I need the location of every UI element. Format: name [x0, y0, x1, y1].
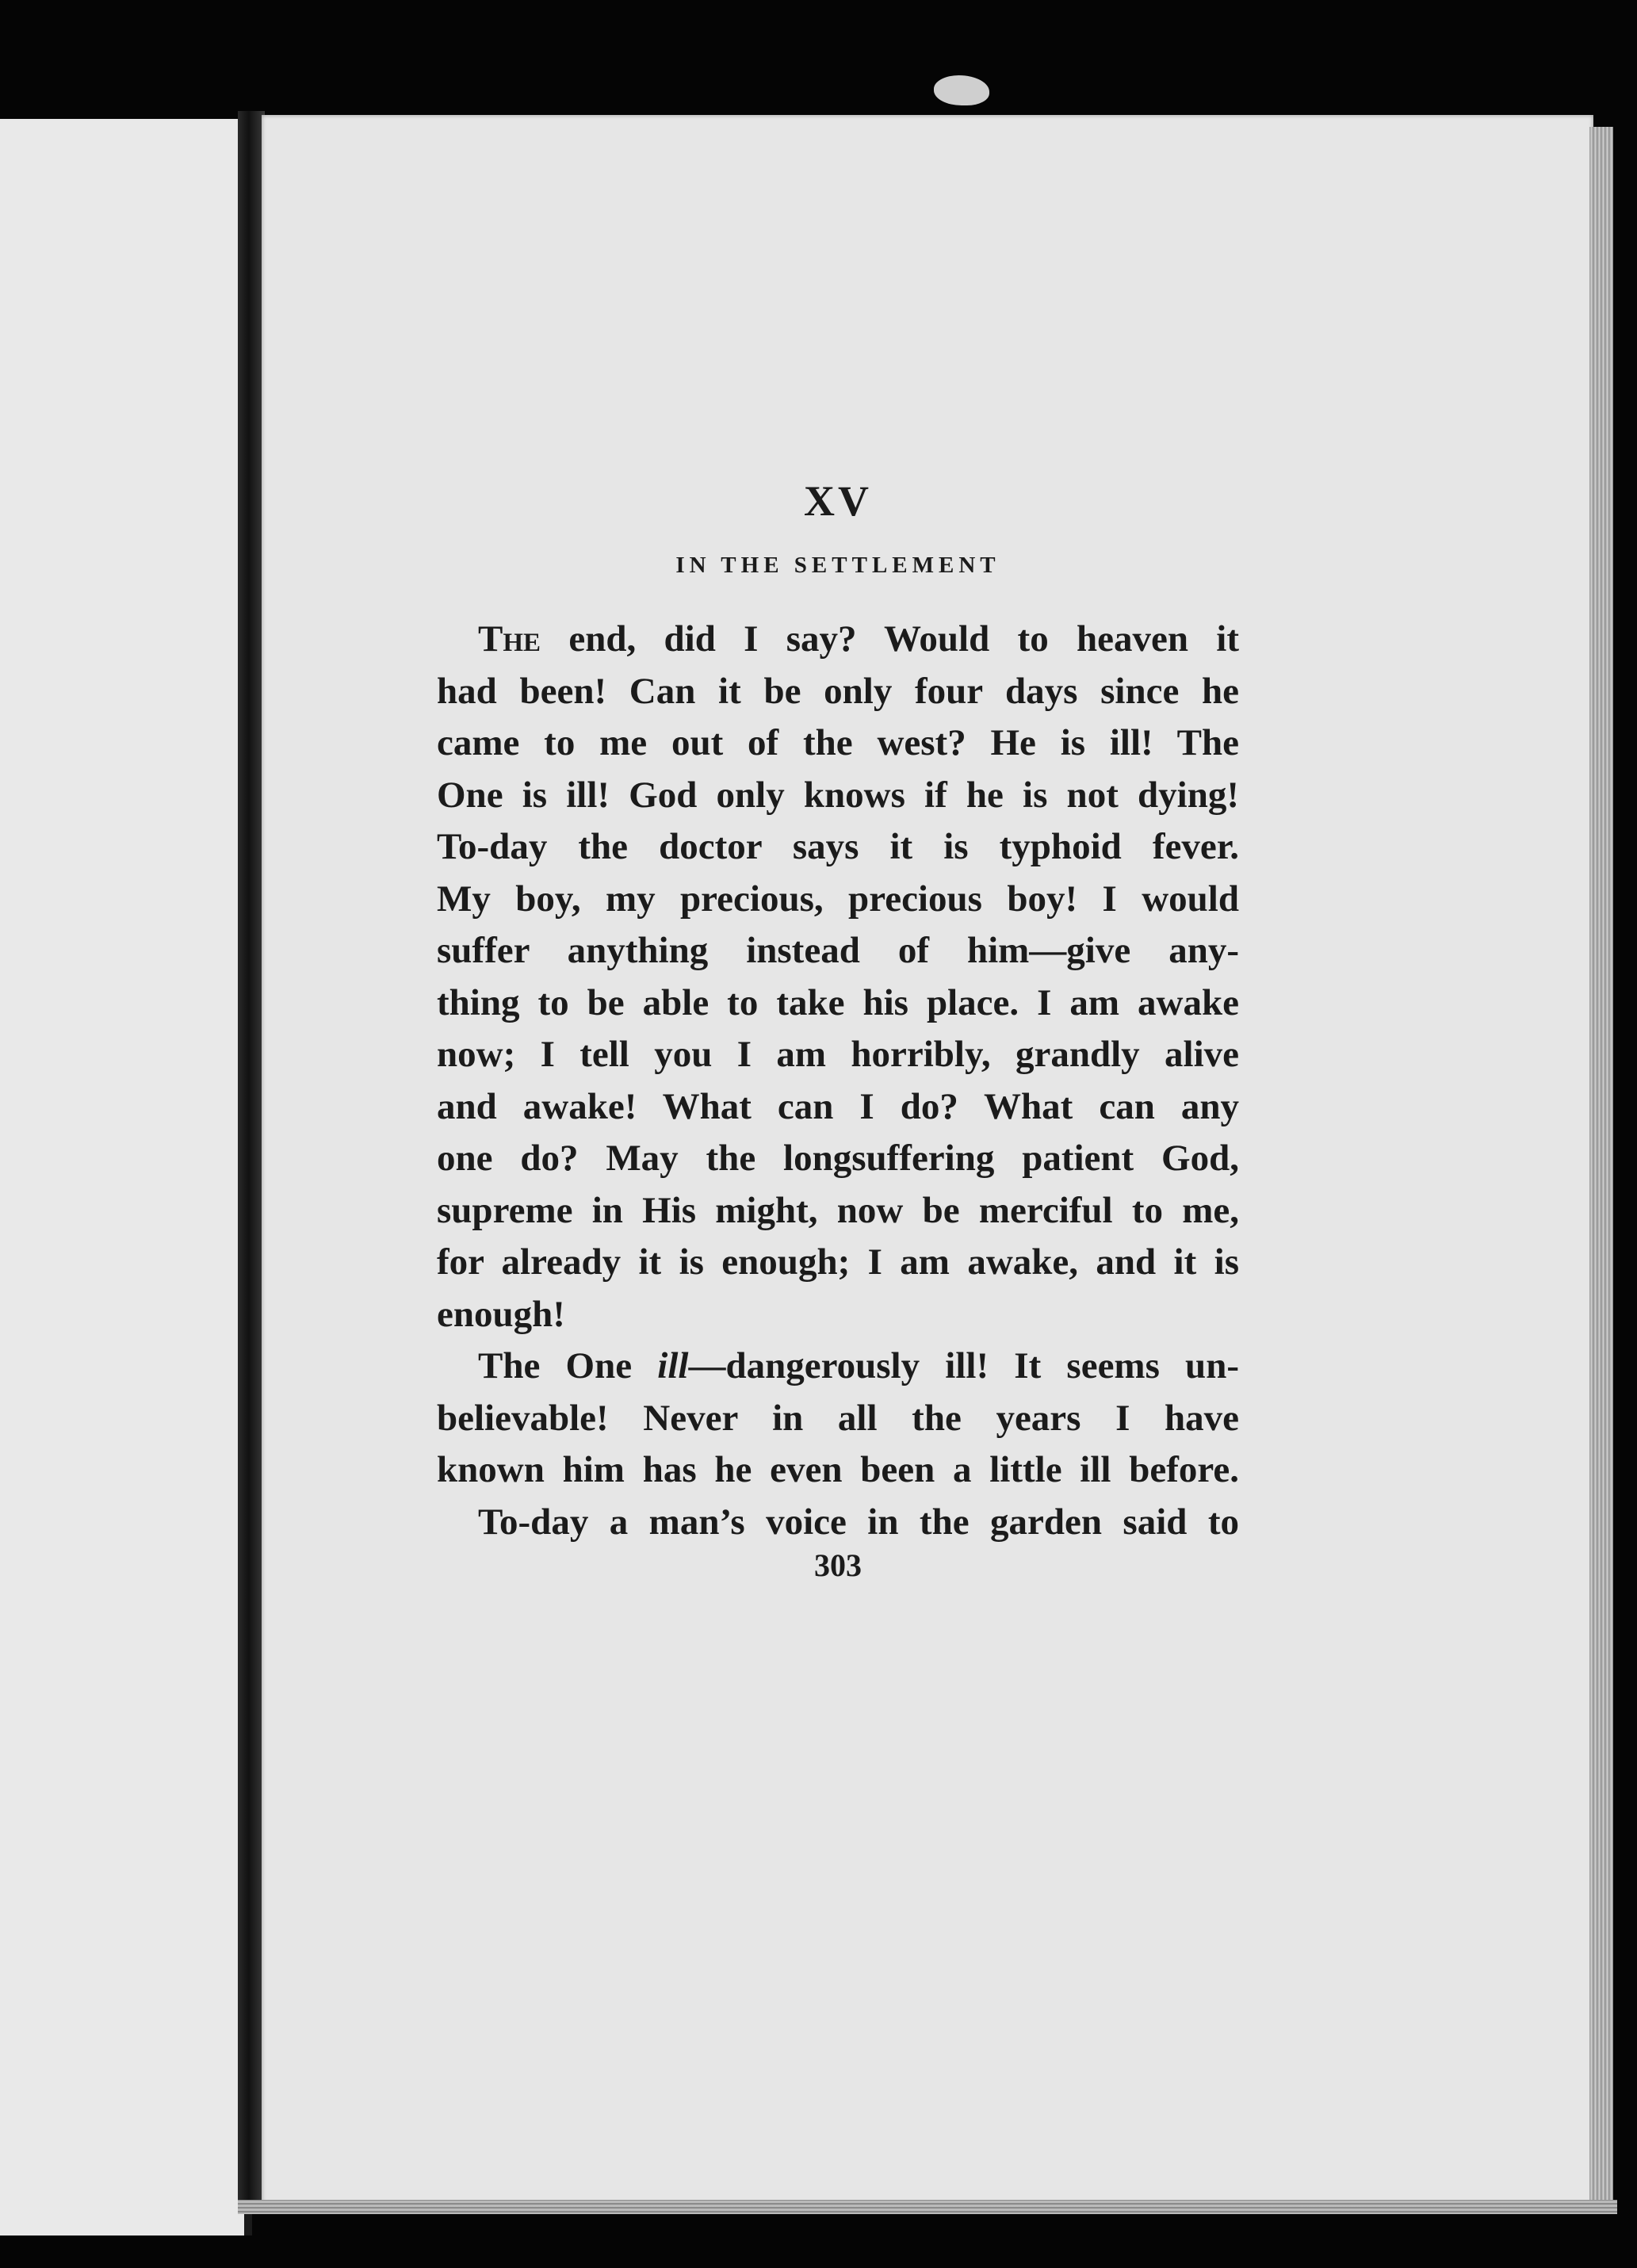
chapter-title: IN THE SETTLEMENT: [675, 553, 1000, 578]
left-page-blank: [0, 119, 252, 2235]
opening-word: The: [478, 618, 541, 660]
text-line: believable! Never in all the years I have: [437, 1397, 1239, 1439]
text-line: supreme in His might, now be merciful to me,: [437, 1189, 1239, 1231]
page-text-block: [437, 477, 1239, 1583]
page-edge-bottom: [238, 2200, 1617, 2214]
italic-word: ill: [657, 1345, 689, 1386]
text-line: [437, 1341, 1239, 1393]
page-number: 303: [814, 1547, 862, 1583]
book-gutter: [238, 111, 265, 2204]
text-line: for already it is enough; I am awake, and it is: [437, 1241, 1239, 1283]
page-edge-right: [1589, 127, 1613, 2204]
chapter-number: XV: [804, 477, 872, 525]
text-line: To-day the doctor says it is typhoid fever.: [437, 826, 1239, 867]
text-line: enough!: [437, 1293, 565, 1335]
text-line: one do? May the longsuffering patient God,: [437, 1138, 1239, 1179]
text-line-rest: end, did I say? Would to heaven it: [541, 618, 1239, 660]
text-line: To-day a man’s voice in the garden said to: [478, 1501, 1239, 1543]
top-scan-mark: [934, 75, 989, 105]
text-line: came to me out of the west? He is ill! The: [437, 722, 1239, 763]
body-text: [437, 614, 1239, 1548]
text-line: known him has he even been a little ill before.: [437, 1449, 1239, 1490]
text-line-pre: The One: [478, 1345, 658, 1386]
text-line-post: —dangerously ill! It seems un-: [688, 1345, 1239, 1386]
text-line: thing to be able to take his place. I am awake: [437, 981, 1239, 1023]
text-line: One is ill! God only knows if he is not dying!: [437, 774, 1239, 816]
text-line: and awake! What can I do? What can any: [437, 1085, 1239, 1127]
text-line: suffer anything instead of him—give any-: [437, 930, 1239, 971]
text-line: My boy, my precious, precious boy! I would: [437, 878, 1239, 920]
text-line: had been! Can it be only four days since he: [437, 670, 1239, 712]
text-line: [437, 614, 1239, 666]
text-line: now; I tell you I am horribly, grandly alive: [437, 1034, 1239, 1075]
